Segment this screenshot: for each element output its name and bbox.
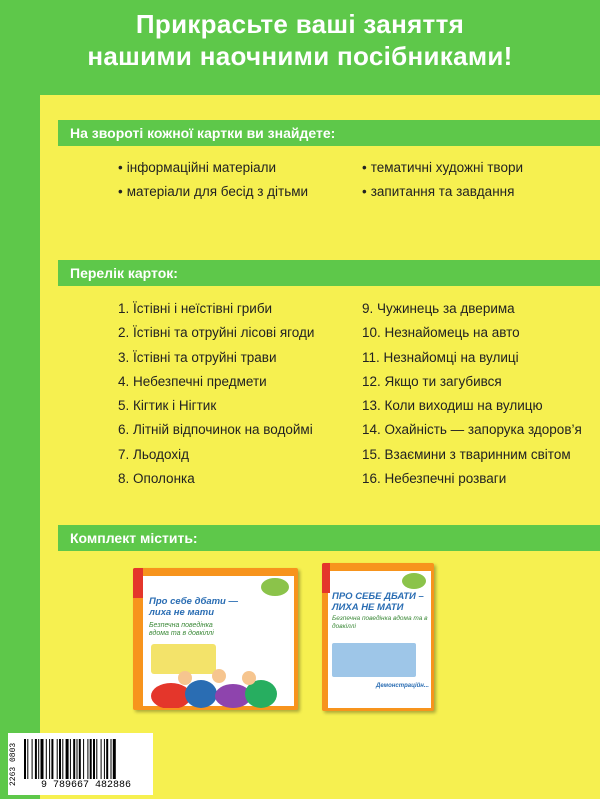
list-item: 16. Небезпечні розваги	[362, 471, 507, 487]
barcode-bar	[104, 739, 105, 779]
list-item: 2. Їстівні та отруйні лісові ягоди	[118, 325, 315, 341]
list-item: • тематичні художні твори	[362, 156, 523, 180]
barcode-bar	[111, 739, 112, 779]
barcode-bar	[62, 739, 63, 779]
barcode-bar	[70, 739, 71, 779]
barcode-bar	[83, 739, 84, 779]
barcode-bar	[96, 739, 97, 779]
list-item: 13. Коли виходиш на вулицю	[362, 398, 543, 414]
list-item: 6. Літній відпочинок на водоймі	[118, 422, 313, 438]
badge-icon	[261, 578, 289, 596]
publisher-logo-icon	[133, 568, 143, 598]
illustration-photos	[332, 643, 416, 677]
kit-section-title: Комплект містить:	[58, 525, 600, 551]
barcode-bar	[90, 739, 92, 779]
barcode-bars	[22, 739, 150, 779]
barcode-bar	[49, 739, 50, 779]
list-item: 3. Їстівні та отруйні трави	[118, 349, 277, 365]
barcode-number: 9 789667 482886	[40, 780, 131, 791]
barcode-bar	[59, 739, 61, 779]
barcode-bar	[46, 739, 47, 779]
barcode-bar	[41, 739, 44, 779]
barcode-bar	[51, 739, 53, 779]
barcode-bar	[77, 739, 78, 779]
headline-line-2: нашими наочними посібниками!	[87, 41, 513, 71]
headline	[0, 8, 600, 72]
book-cover-2	[322, 563, 434, 711]
list-item: 12. Якщо ти загубився	[362, 373, 502, 389]
barcode-bar	[106, 739, 108, 779]
publisher-logo-icon	[322, 563, 330, 593]
barcode	[8, 733, 153, 795]
list-item: 5. Кігтик і Нігтик	[118, 398, 217, 414]
list-item: 10. Незнайомець на авто	[362, 325, 520, 341]
barcode-bar	[66, 739, 69, 779]
book-2-subtitle: Безпечна поведінка вдома та в довкіллі	[332, 615, 428, 630]
badge-icon	[402, 573, 426, 589]
barcode-bar	[27, 739, 28, 779]
list-item: 11. Незнайомці на вулиці	[362, 349, 519, 365]
barcode-bar	[93, 739, 95, 779]
barcode-bar	[113, 739, 116, 779]
book-2-extra: Демонстраційн...	[376, 683, 429, 689]
list-item: 1. Їстівні і неїстівні гриби	[118, 301, 273, 316]
list-item: • інформаційні матеріали	[118, 156, 308, 180]
barcode-bar	[57, 739, 58, 779]
children-illustration	[141, 660, 291, 708]
list-item: 8. Ополонка	[118, 471, 195, 487]
back-side-list-left	[118, 156, 308, 204]
barcode-bar	[79, 739, 81, 779]
barcode-bar	[38, 739, 39, 779]
barcode-bar	[32, 739, 33, 779]
barcode-bar	[24, 739, 26, 779]
list-item: • запитання та завдання	[362, 180, 523, 204]
list-item: 14. Охайність — запорука здоров’я	[362, 422, 582, 438]
barcode-bar	[101, 739, 102, 779]
list-item: 15. Взаємини з тваринним світом	[362, 446, 571, 462]
barcode-side-number: 2263 0803	[9, 742, 18, 786]
barcode-bar	[73, 739, 75, 779]
headline-line-1: Прикрасьте ваші заняття	[135, 9, 465, 39]
book-1-subtitle: Безпечна поведінка вдома та в довкіллі	[149, 622, 214, 637]
list-item: • матеріали для бесід з дітьми	[118, 180, 308, 204]
cards-section-title: Перелік карток:	[58, 260, 600, 286]
list-item: 4. Небезпечні предмети	[118, 373, 267, 389]
back-side-section-title: На звороті кожної картки ви знайдете:	[58, 120, 600, 146]
list-item: 9. Чужинець за дверима	[362, 301, 515, 316]
list-item: 7. Льодохід	[118, 446, 189, 462]
barcode-bar	[35, 739, 37, 779]
book-2-title: ПРО СЕБЕ ДБАТИ – ЛИХА НЕ МАТИ	[332, 591, 424, 613]
cards-list-left	[118, 297, 314, 491]
back-side-list-right	[362, 156, 523, 204]
cards-list-right	[362, 297, 582, 491]
book-1-title: Про себе дбати — лиха не мати	[149, 596, 238, 618]
barcode-bar	[87, 739, 88, 779]
book-cover-1	[133, 568, 298, 710]
